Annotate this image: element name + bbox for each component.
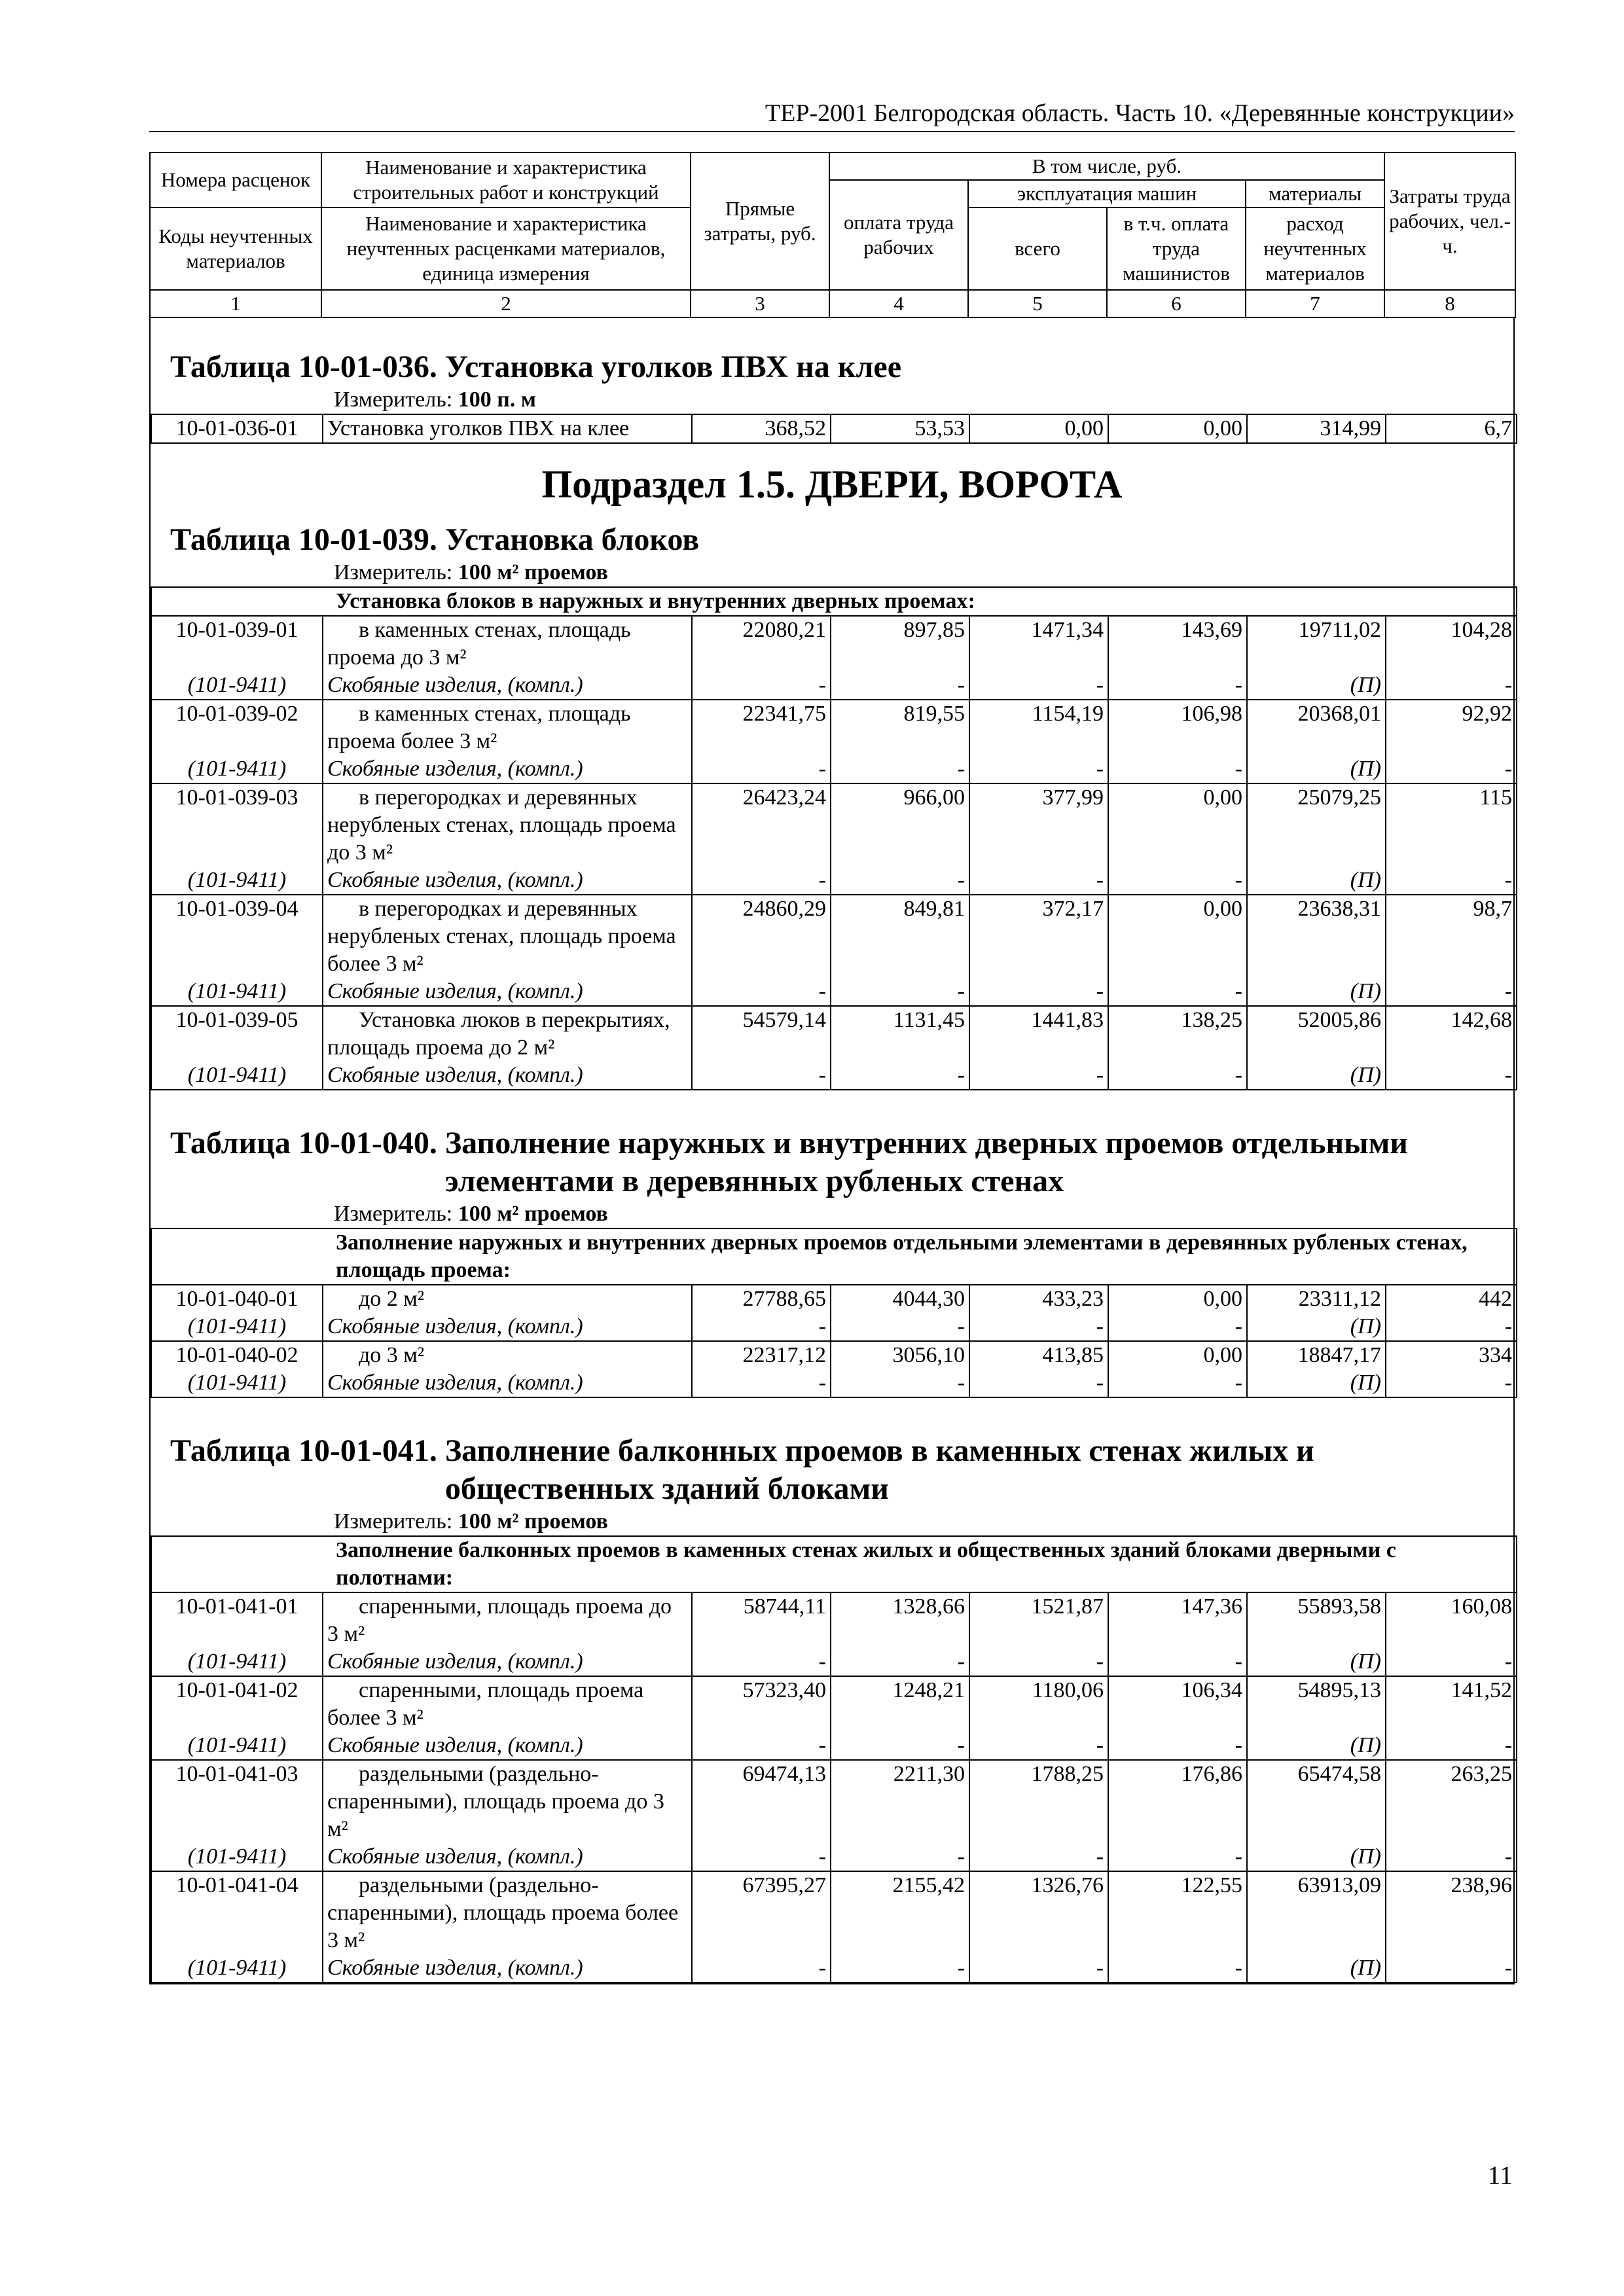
rate-value: 1471,34 [969,616,1108,672]
material-value: - [969,867,1108,895]
material-value: (П) [1247,1313,1386,1341]
rate-value: 98,7 [1386,895,1517,978]
col-header-direct-costs: Прямые затраты, руб. [691,152,829,290]
rate-value: 24860,29 [692,895,831,978]
material-name: Скобяные изделия, (компл.) [323,1648,692,1676]
material-value: - [1108,1843,1247,1871]
material-code: (101-9411) [151,1369,323,1397]
col-header-machines-total: всего [968,207,1107,290]
rate-name: Установка люков в перекрытиях, площадь проема до 2 м² [323,1006,692,1062]
rate-name: в каменных стенах, площадь проема более 3 м² [323,700,692,755]
material-row [151,1313,1517,1341]
rate-code: 10-01-039-03 [151,783,323,867]
table-row [151,1676,1517,1732]
material-value: - [1108,1732,1247,1760]
rate-value: 18847,17 [1247,1341,1386,1369]
material-row [151,1648,1517,1676]
material-name: Скобяные изделия, (компл.) [323,1954,692,1982]
rate-value: 104,28 [1386,616,1517,672]
table-intro-row: Установка блоков в наружных и внутренних дверных проемах: [151,587,1517,616]
rate-code: 10-01-041-02 [151,1676,323,1732]
table-row [151,1006,1517,1062]
rate-value: 58744,11 [692,1592,831,1648]
material-value: - [831,1843,969,1871]
rate-value: 433,23 [969,1285,1108,1313]
rate-code: 10-01-040-02 [151,1341,323,1369]
running-header: ТЕР-2001 Белгородская область. Часть 10. «Деревянные конструкции» [149,98,1515,132]
material-value: - [1386,1843,1517,1871]
table-row [151,616,1517,672]
material-name: Скобяные изделия, (компл.) [323,1313,692,1341]
material-value: - [692,1648,831,1676]
material-value: - [1386,1732,1517,1760]
col-header-material-use: расход неучтенных материалов [1246,207,1384,290]
material-value: - [1386,755,1517,783]
material-value: (П) [1247,1732,1386,1760]
material-value: - [1386,672,1517,700]
meter-041: Измеритель: 100 м² проемов [334,1509,608,1534]
rate-code: 10-01-039-01 [151,616,323,672]
material-name: Скобяные изделия, (компл.) [323,978,692,1006]
col-header-labor: Затраты труда рабочих, чел.-ч. [1384,152,1515,290]
table-title-041: Таблица 10-01-041. Заполнение балконных проемов в каменных стенах жилых и общественных зданий блоками [170,1433,1314,1506]
material-value: - [1108,755,1247,783]
material-code: (101-9411) [151,1062,323,1090]
rate-code: 10-01-039-04 [151,895,323,978]
col-number: 3 [691,290,829,317]
rate-value: 27788,65 [692,1285,831,1313]
material-row [151,1843,1517,1871]
material-name: Скобяные изделия, (компл.) [323,867,692,895]
rate-value: 849,81 [831,895,969,978]
material-row [151,1062,1517,1090]
rate-value: 442 [1386,1285,1517,1313]
rate-value: 54895,13 [1247,1676,1386,1732]
rate-value: 54579,14 [692,1006,831,1062]
material-code: (101-9411) [151,1843,323,1871]
material-value: - [969,1062,1108,1090]
rate-value: 143,69 [1108,616,1247,672]
material-value: - [692,1954,831,1982]
rate-code: 10-01-039-05 [151,1006,323,1062]
material-value: - [831,1369,969,1397]
material-value: - [969,1732,1108,1760]
material-value: - [831,867,969,895]
rate-value: 263,25 [1386,1760,1517,1843]
rate-value: 23638,31 [1247,895,1386,978]
rate-value: 377,99 [969,783,1108,867]
rate-value: 147,36 [1108,1592,1247,1648]
column-header-table [149,152,1516,318]
material-value: - [1386,978,1517,1006]
rate-value: 966,00 [831,783,969,867]
material-value: - [831,1732,969,1760]
material-value: - [692,672,831,700]
material-code: (101-9411) [151,672,323,700]
rates-table-040 [151,1228,1517,1398]
col-header-operator-pay: в т.ч. оплата труда машинистов [1107,207,1246,290]
material-code: (101-9411) [151,1732,323,1760]
material-value: - [692,755,831,783]
material-value: (П) [1247,978,1386,1006]
table-row: 10-01-036-01 Установка уголков ПВХ на клее 368,52 53,53 0,00 0,00 314,99 6,7 [151,414,1517,443]
material-value: - [969,978,1108,1006]
meter-040: Измеритель: 100 м² проемов [334,1202,608,1226]
rate-value: 20368,01 [1247,700,1386,755]
rate-code: 10-01-041-03 [151,1760,323,1843]
material-value: - [1386,1062,1517,1090]
rate-value: 1180,06 [969,1676,1108,1732]
material-code: (101-9411) [151,978,323,1006]
rate-name: спаренными, площадь проема до 3 м² [323,1592,692,1648]
material-value: - [692,867,831,895]
rate-value: 106,98 [1108,700,1247,755]
material-value: - [1386,867,1517,895]
material-value: - [692,1732,831,1760]
rate-name: раздельными (раздельно-спаренными), площадь проема до 3 м² [323,1760,692,1843]
rate-value: 92,92 [1386,700,1517,755]
table-title-039: Таблица 10-01-039. Установка блоков [170,522,700,557]
rate-name: в перегородках и деревянных нерубленых стенах, площадь проема до 3 м² [323,783,692,867]
material-value: - [1108,1313,1247,1341]
rate-value: 1328,66 [831,1592,969,1648]
rate-name: до 2 м² [323,1285,692,1313]
material-value: (П) [1247,672,1386,700]
material-value: - [1108,978,1247,1006]
rate-value: 115 [1386,783,1517,867]
col-number: 8 [1384,290,1515,317]
rate-value: 23311,12 [1247,1285,1386,1313]
table-row [151,1871,1517,1954]
material-name: Скобяные изделия, (компл.) [323,672,692,700]
material-value: - [831,1313,969,1341]
rates-table-039 [151,586,1517,1090]
rate-value: 122,55 [1108,1871,1247,1954]
material-row [151,867,1517,895]
material-name: Скобяные изделия, (компл.) [323,755,692,783]
rate-code: 10-01-039-02 [151,700,323,755]
material-value: - [1108,1369,1247,1397]
rate-value: 160,08 [1386,1592,1517,1648]
meter-039: Измеритель: 100 м² проемов [334,560,608,584]
rate-value: 67395,27 [692,1871,831,1954]
table-row [151,700,1517,755]
rate-value: 0,00 [1108,895,1247,978]
rate-value: 142,68 [1386,1006,1517,1062]
table-row [151,895,1517,978]
col-number: 5 [968,290,1107,317]
material-value: - [831,755,969,783]
material-value: - [831,1062,969,1090]
rate-value: 63913,09 [1247,1871,1386,1954]
material-value: - [1108,1954,1247,1982]
material-value: (П) [1247,755,1386,783]
table-row [151,1760,1517,1843]
material-name: Скобяные изделия, (компл.) [323,1732,692,1760]
col-header-name-bottom: Наименование и характеристика неучтенных расценками материалов, единица измерения [321,207,691,290]
material-row [151,755,1517,783]
rate-value: 819,55 [831,700,969,755]
rate-name: раздельными (раздельно-спаренными), площадь проема более 3 м² [323,1871,692,1954]
col-number: 2 [321,290,691,317]
material-row [151,1954,1517,1982]
material-name: Скобяные изделия, (компл.) [323,1843,692,1871]
rate-value: 69474,13 [692,1760,831,1843]
rate-value: 1441,83 [969,1006,1108,1062]
rate-value: 238,96 [1386,1871,1517,1954]
col-header-name-top: Наименование и характеристика строительных работ и конструкций [321,152,691,207]
rate-code: 10-01-041-01 [151,1592,323,1648]
material-value: - [969,1954,1108,1982]
rate-value: 106,34 [1108,1676,1247,1732]
material-row [151,1369,1517,1397]
rate-value: 176,86 [1108,1760,1247,1843]
material-value: - [969,1843,1108,1871]
rate-value: 1788,25 [969,1760,1108,1843]
table-row [151,1341,1517,1369]
table-intro-row: Заполнение балконных проемов в каменных стенах жилых и общественных зданий блоками дверными с полотнами: [151,1536,1517,1592]
price-tables-body [149,318,1515,1984]
subsection-title: Подраздел 1.5. ДВЕРИ, ВОРОТА [541,463,1123,506]
material-value: - [969,1313,1108,1341]
material-name: Скобяные изделия, (компл.) [323,1062,692,1090]
material-value: - [831,1954,969,1982]
rate-value: 22317,12 [692,1341,831,1369]
table-row [151,783,1517,867]
material-row [151,1732,1517,1760]
material-name: Скобяные изделия, (компл.) [323,1369,692,1397]
material-value: (П) [1247,1954,1386,1982]
rate-value: 0,00 [1108,1341,1247,1369]
document-page [149,98,1515,1984]
rate-value: 1521,87 [969,1592,1108,1648]
col-header-codes-bottom: Коды неучтенных материалов [150,207,321,290]
material-code: (101-9411) [151,1313,323,1341]
material-value: - [692,1062,831,1090]
material-value: - [1386,1369,1517,1397]
rate-value: 55893,58 [1247,1592,1386,1648]
rate-value: 0,00 [1108,1285,1247,1313]
table-title-040: Таблица 10-01-040. Заполнение наружных и внутренних дверных проемов отдельными элементами в деревянных рубленых стенах [170,1126,1408,1198]
rate-value: 57323,40 [692,1676,831,1732]
rate-value: 2211,30 [831,1760,969,1843]
material-value: - [969,1648,1108,1676]
material-value: - [1108,1648,1247,1676]
rate-value: 22341,75 [692,700,831,755]
material-value: - [1386,1313,1517,1341]
table-row [151,1592,1517,1648]
rate-value: 1154,19 [969,700,1108,755]
material-value: - [831,672,969,700]
table-row [151,1285,1517,1313]
rate-value: 65474,58 [1247,1760,1386,1843]
rate-value: 1131,45 [831,1006,969,1062]
material-value: (П) [1247,1648,1386,1676]
rates-table-041 [151,1535,1517,1983]
material-value: - [1108,867,1247,895]
material-value: - [831,1648,969,1676]
rate-value: 25079,25 [1247,783,1386,867]
material-row [151,672,1517,700]
col-number: 1 [150,290,321,317]
rate-value: 22080,21 [692,616,831,672]
material-value: - [969,672,1108,700]
col-header-machines: эксплуатация машин [968,180,1246,207]
rate-value: 138,25 [1108,1006,1247,1062]
column-numbers-row [150,290,1515,317]
rate-value: 19711,02 [1247,616,1386,672]
material-value: - [969,1369,1108,1397]
material-code: (101-9411) [151,1954,323,1982]
rate-code: 10-01-040-01 [151,1285,323,1313]
col-header-worker-pay: оплата труда рабочих [829,180,968,290]
rate-name: в перегородках и деревянных нерубленых стенах, площадь проема более 3 м² [323,895,692,978]
col-header-including: В том числе, руб. [829,152,1384,180]
material-value: - [692,1369,831,1397]
rates-table-036 [151,414,1517,444]
page-number: 11 [1487,2161,1513,2190]
material-row [151,978,1517,1006]
meter-036: Измеритель: 100 п. м [334,387,536,412]
col-header-codes-top: Номера расценок [150,152,321,207]
material-value: (П) [1247,1369,1386,1397]
table-intro-row: Заполнение наружных и внутренних дверных проемов отдельными элементами в деревянных рубленых стенах, площадь проема: [151,1229,1517,1285]
material-value: - [831,978,969,1006]
material-value: (П) [1247,867,1386,895]
rate-name: спаренными, площадь проема более 3 м² [323,1676,692,1732]
material-value: - [1108,1062,1247,1090]
rate-value: 413,85 [969,1341,1108,1369]
rate-code: 10-01-041-04 [151,1871,323,1954]
material-value: - [692,978,831,1006]
rate-value: 1326,76 [969,1871,1108,1954]
col-number: 6 [1107,290,1246,317]
material-value: - [1386,1954,1517,1982]
rate-value: 26423,24 [692,783,831,867]
rate-value: 4044,30 [831,1285,969,1313]
rate-value: 0,00 [1108,783,1247,867]
material-value: - [969,755,1108,783]
material-value: - [692,1313,831,1341]
rate-value: 897,85 [831,616,969,672]
rate-value: 52005,86 [1247,1006,1386,1062]
material-code: (101-9411) [151,755,323,783]
material-code: (101-9411) [151,867,323,895]
rate-name: в каменных стенах, площадь проема до 3 м² [323,616,692,672]
material-code: (101-9411) [151,1648,323,1676]
col-number: 7 [1246,290,1384,317]
rate-value: 141,52 [1386,1676,1517,1732]
rate-value: 3056,10 [831,1341,969,1369]
col-number: 4 [829,290,968,317]
material-value: (П) [1247,1843,1386,1871]
col-header-materials: материалы [1246,180,1384,207]
table-title-036: Таблица 10-01-036. Установка уголков ПВХ на клее [170,350,901,384]
rate-value: 1248,21 [831,1676,969,1732]
rate-name: до 3 м² [323,1341,692,1369]
rate-value: 2155,42 [831,1871,969,1954]
material-value: - [1108,672,1247,700]
material-value: - [692,1843,831,1871]
rate-value: 334 [1386,1341,1517,1369]
material-value: - [1386,1648,1517,1676]
material-value: (П) [1247,1062,1386,1090]
rate-value: 372,17 [969,895,1108,978]
